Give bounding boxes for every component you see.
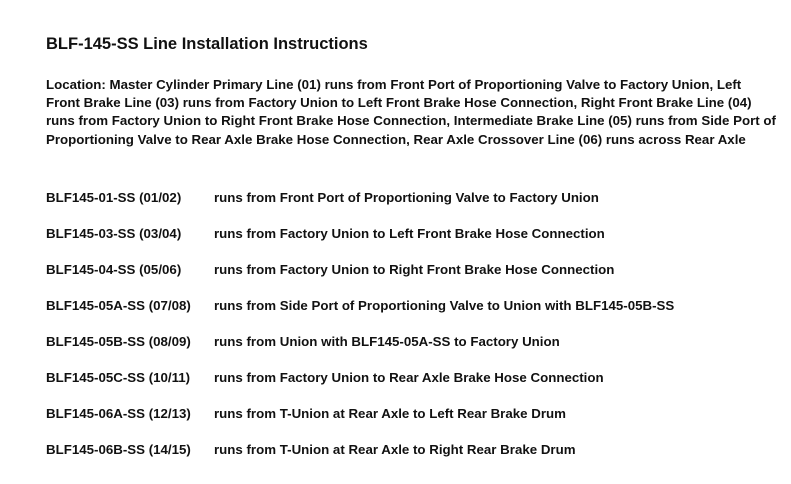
list-item <box>46 225 776 261</box>
document-title: BLF-145-SS Line Installation Instructions <box>46 35 368 53</box>
list-item <box>46 333 776 369</box>
line-part-number: BLF145-03-SS (03/04) <box>46 226 182 241</box>
line-description: runs from Factory Union to Rear Axle Brake Hose Connection <box>214 370 604 385</box>
line-description: runs from Front Port of Proportioning Valve to Factory Union <box>214 190 599 205</box>
line-description: runs from Factory Union to Right Front Brake Hose Connection <box>214 262 615 277</box>
brake-line-list <box>46 189 776 477</box>
line-part-number: BLF145-01-SS (01/02) <box>46 190 182 205</box>
line-part-number: BLF145-04-SS (05/06) <box>46 262 182 277</box>
line-part-number: BLF145-05C-SS (10/11) <box>46 370 191 385</box>
line-part-number: BLF145-05A-SS (07/08) <box>46 298 191 313</box>
line-description: runs from Side Port of Proportioning Valve to Union with BLF145-05B-SS <box>214 298 675 313</box>
list-item <box>46 369 776 405</box>
line-description: runs from Factory Union to Left Front Brake Hose Connection <box>214 226 605 241</box>
list-item <box>46 297 776 333</box>
list-item <box>46 189 776 225</box>
line-part-number: BLF145-06B-SS (14/15) <box>46 442 191 457</box>
instructions-document <box>46 34 776 457</box>
line-description: runs from T-Union at Rear Axle to Right Rear Brake Drum <box>214 442 576 457</box>
line-description: runs from T-Union at Rear Axle to Left Rear Brake Drum <box>214 406 566 421</box>
line-part-number: BLF145-06A-SS (12/13) <box>46 406 191 421</box>
line-part-number: BLF145-05B-SS (08/09) <box>46 334 191 349</box>
list-item <box>46 261 776 297</box>
list-item <box>46 441 776 477</box>
location-paragraph: Location: Master Cylinder Primary Line (01) runs from Front Port of Proportioning Valve to Factory Union, Left Front Brake Line (03) runs from Factory Union to Left Front Brake Hose Connection, Right Front Brake Line (04) runs from Factory Union to Right Front Brake Hose Connection, Intermediate Brake Line (05) runs from Side Port of Proportioning Valve to Rear Axle Brake Hose Connection, Rear Axle Crossover Line (06) runs across Rear Axle <box>46 77 776 147</box>
list-item <box>46 405 776 441</box>
line-description: runs from Union with BLF145-05A-SS to Factory Union <box>214 334 560 349</box>
